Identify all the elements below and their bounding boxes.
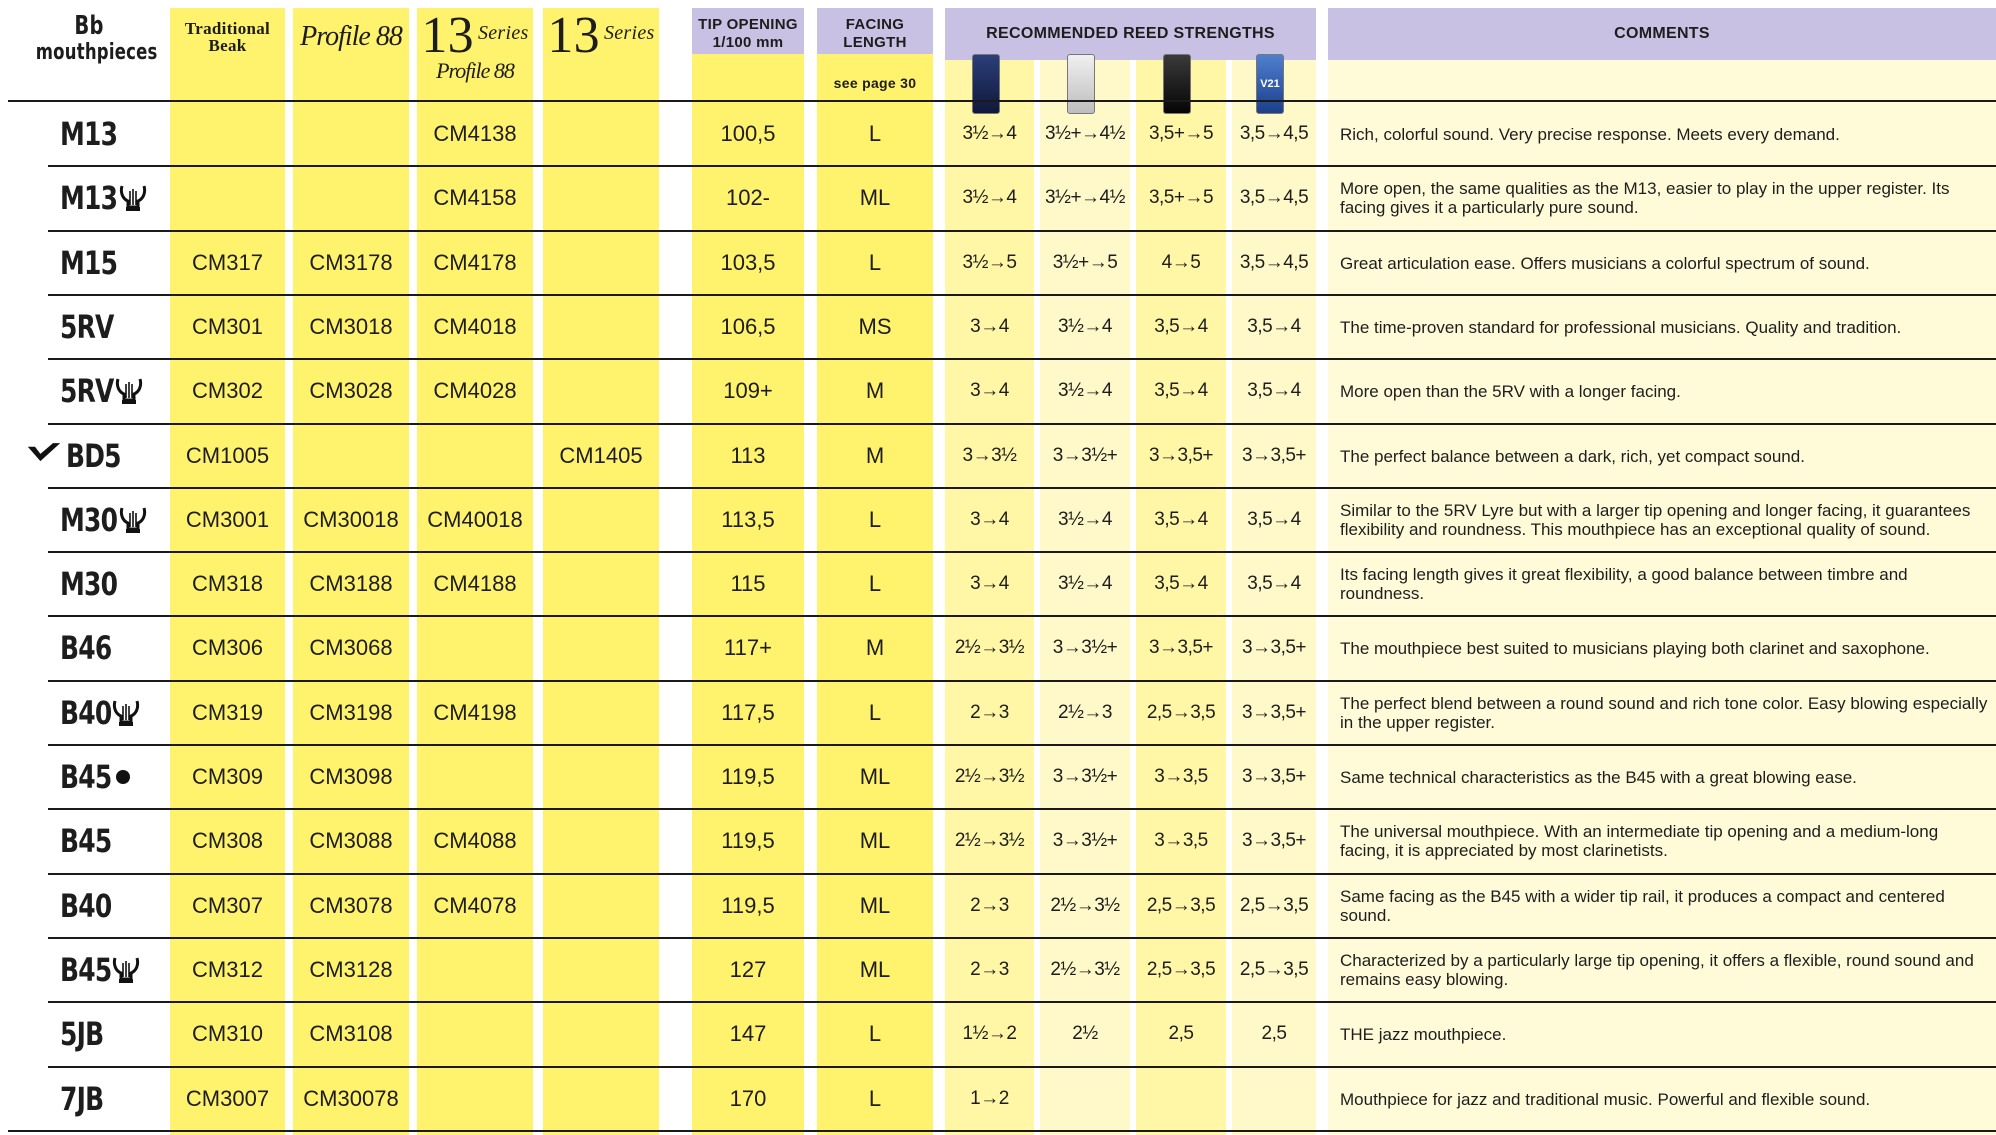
cell-r2: 3→3½+: [1052, 766, 1118, 787]
cell-facing: M: [865, 443, 885, 468]
cell-trad: CM1005: [185, 443, 270, 468]
cell-facing: L: [868, 571, 882, 596]
cell-comment: More open, the same qualities as the M13, easier to play in the upper register. Its facing gives it a particularly pure sound.: [1340, 179, 1950, 217]
cell-r4: 3,5→4,5: [1239, 252, 1309, 273]
cell-r2: 3½→4: [1058, 380, 1112, 401]
mouthpiece-name: M13: [60, 179, 118, 217]
mouthpiece-name-cell: [60, 295, 170, 359]
header-13series-profile88: 13 Series: [421, 7, 529, 64]
cell-s13: [543, 166, 659, 230]
lyre-icon: [112, 955, 140, 985]
cell-r2: 3½+→5: [1052, 252, 1118, 273]
cell-r1: 2½→3½: [954, 766, 1025, 787]
cell-s13: [543, 488, 659, 552]
mouthpiece-name: BD5: [66, 437, 121, 475]
cell-r4: 3,5→4: [1247, 316, 1301, 337]
cell-p88: CM3028: [309, 378, 393, 403]
mouthpiece-name: M30: [60, 565, 118, 603]
header-mouthpieces-sub: mouthpieces: [35, 40, 158, 65]
cell-r4: 3→3,5+: [1241, 445, 1307, 466]
cell-s13p: CM4138: [433, 121, 517, 146]
mouthpiece-name: M13: [60, 115, 118, 153]
cell-r4: 2,5: [1261, 1023, 1287, 1044]
table-row: [0, 488, 1996, 552]
cell-tip: 147: [729, 1021, 767, 1046]
cell-r3: 4→5: [1161, 252, 1201, 273]
cell-s13p: CM4158: [433, 185, 517, 210]
cell-comment: Rich, colorful sound. Very precise response. Meets every demand.: [1340, 124, 1840, 144]
cell-r2: [1040, 1067, 1130, 1131]
cell-p88: CM3018: [309, 314, 393, 339]
cell-s13: [543, 874, 659, 938]
header-tip-opening: TIP OPENING 1/100 mm: [698, 16, 798, 51]
mouthpiece-name: B45: [60, 758, 112, 796]
header-mouthpieces: Bb: [74, 11, 104, 41]
cell-facing: ML: [859, 828, 891, 853]
cell-trad: CM307: [192, 893, 263, 918]
cell-s13p: [417, 616, 533, 680]
cell-p88: CM3088: [309, 828, 393, 853]
cell-r2: 2½: [1072, 1023, 1098, 1044]
cell-r4: 2,5→3,5: [1239, 895, 1309, 916]
mouthpiece-name: 5RV: [60, 308, 114, 346]
lyre-icon: [119, 183, 147, 213]
cell-tip: 119,5: [721, 764, 775, 789]
cell-r1: 1½→2: [962, 1023, 1017, 1044]
table-row: [0, 166, 1996, 230]
cell-r3: 3,5→4: [1154, 316, 1208, 337]
cell-trad: CM301: [192, 314, 263, 339]
cell-r3: 3,5→4: [1154, 573, 1208, 594]
cell-facing: L: [868, 700, 882, 725]
mouthpiece-name-cell: [26, 424, 136, 488]
cell-trad: [170, 166, 285, 230]
mouthpiece-name: M30: [60, 501, 118, 539]
lyre-icon: [115, 376, 143, 406]
table-row: [0, 681, 1996, 745]
cell-r4: 3→3,5+: [1241, 702, 1307, 723]
mouthpiece-name: B45: [60, 822, 112, 860]
cell-r3: 2,5→3,5: [1146, 959, 1216, 980]
mouthpiece-name-cell: [60, 552, 170, 616]
cell-r2: 3½+→4½: [1045, 187, 1125, 208]
header-profile88: Profile 88: [300, 21, 402, 52]
cell-r4: 3,5→4,5: [1239, 187, 1309, 208]
cell-p88: CM30018: [303, 507, 399, 532]
cell-s13: [543, 681, 659, 745]
cell-r4: 3→3,5+: [1241, 637, 1307, 658]
mouthpiece-name-cell: [60, 231, 170, 295]
cell-tip: 170: [729, 1086, 767, 1111]
cell-facing: ML: [859, 185, 891, 210]
cell-r3: 2,5: [1168, 1023, 1194, 1044]
cell-r2: 2½→3: [1058, 702, 1112, 723]
cell-tip: 119,5: [721, 893, 775, 918]
lyre-icon: [119, 505, 147, 535]
cell-r3: 3→3,5+: [1148, 445, 1214, 466]
cell-s13: [543, 1067, 659, 1131]
table-row: [0, 295, 1996, 359]
cell-tip: 113: [730, 443, 766, 468]
cell-p88: CM3178: [309, 250, 393, 275]
cell-comment: The mouthpiece best suited to musicians playing both clarinet and saxophone.: [1340, 638, 1930, 658]
mouthpiece-name: B45: [60, 951, 112, 989]
cell-facing: M: [865, 378, 885, 403]
cell-comment: The perfect balance between a dark, rich, yet compact sound.: [1340, 446, 1805, 466]
cell-s13: [543, 231, 659, 295]
cell-r3: 3→3,5: [1154, 766, 1208, 787]
cell-r3: 2,5→3,5: [1146, 702, 1216, 723]
cell-r3: 3,5→4: [1154, 380, 1208, 401]
cell-s13: [543, 102, 659, 166]
table-row: [0, 809, 1996, 873]
cell-s13: [543, 809, 659, 873]
cell-p88: CM3078: [309, 893, 393, 918]
cell-comment: Same technical characteristics as the B45 with a great blowing ease.: [1340, 767, 1857, 787]
cell-trad: CM317: [192, 250, 263, 275]
cell-comment: The time-proven standard for professional musicians. Quality and tradition.: [1340, 317, 1902, 337]
cell-trad: CM309: [192, 764, 263, 789]
cell-r2: 2½→3½: [1050, 959, 1120, 980]
cell-r3: 3,5+→5: [1148, 187, 1214, 208]
header-see-page: see page 30: [833, 75, 917, 91]
table-row: [0, 359, 1996, 423]
cell-r1: 2½→3½: [954, 637, 1025, 658]
cell-s13p: [417, 1002, 533, 1066]
cell-r2: 3½→4: [1058, 316, 1112, 337]
cell-r1: 3→3½: [962, 445, 1017, 466]
mouthpiece-name-cell: [60, 1002, 170, 1066]
cell-trad: CM3007: [185, 1086, 270, 1111]
cell-tip: 102-: [725, 185, 771, 210]
cell-s13: [543, 359, 659, 423]
cell-r3: 3→3,5+: [1148, 637, 1214, 658]
cell-s13: [543, 552, 659, 616]
cell-facing: MS: [858, 314, 892, 339]
cell-r1: 3→4: [970, 509, 1009, 530]
cell-r3: 3→3,5: [1154, 830, 1208, 851]
cell-s13p: [417, 745, 533, 809]
cell-trad: CM306: [192, 635, 263, 660]
dot-icon: [116, 770, 130, 784]
mouthpiece-name-cell: [60, 809, 170, 873]
table-row: [0, 424, 1996, 488]
cell-comment: THE jazz mouthpiece.: [1340, 1024, 1507, 1044]
cell-s13p: CM4178: [433, 250, 517, 275]
cell-p88: CM3198: [309, 700, 393, 725]
cell-r3: 3,5→4: [1154, 509, 1208, 530]
cell-s13p: CM4018: [433, 314, 517, 339]
cell-s13p: [417, 1067, 533, 1131]
table-row: [0, 1002, 1996, 1066]
table-row: [0, 102, 1996, 166]
cell-r2: 3½→4: [1058, 573, 1112, 594]
cell-p88: CM3108: [309, 1021, 393, 1046]
table-row: [0, 616, 1996, 680]
cell-r4: 3,5→4: [1247, 573, 1301, 594]
header-13series-profile88-sub: Profile 88: [436, 58, 514, 83]
cell-r1: 2½→3½: [954, 830, 1025, 851]
cell-r4: 2,5→3,5: [1239, 959, 1309, 980]
cell-trad: CM319: [192, 700, 263, 725]
mouthpiece-name: 7JB: [60, 1080, 104, 1118]
cell-trad: CM310: [192, 1021, 263, 1046]
cell-p88: CM30078: [303, 1086, 399, 1111]
cell-r4: [1232, 1067, 1316, 1131]
cell-r1: 3½→4: [962, 123, 1017, 144]
mouthpiece-name-cell: [60, 616, 170, 680]
cell-tip: 119,5: [721, 828, 775, 853]
cell-facing: L: [868, 250, 882, 275]
cell-tip: 117,5: [721, 700, 775, 725]
cell-r4: 3,5→4,5: [1239, 123, 1309, 144]
mouthpiece-name-cell: [60, 938, 170, 1002]
cell-trad: [170, 102, 285, 166]
mouthpiece-name: 5JB: [60, 1015, 104, 1053]
cell-r1: 1→2: [970, 1088, 1009, 1109]
header-comments: COMMENTS: [1614, 25, 1710, 42]
cell-r2: 3½+→4½: [1045, 123, 1125, 144]
cell-comment: Mouthpiece for jazz and traditional music. Powerful and flexible sound.: [1340, 1089, 1871, 1109]
cell-tip: 109+: [723, 378, 773, 403]
cell-r1: 3→4: [970, 380, 1009, 401]
cell-p88: CM3128: [309, 957, 393, 982]
mouthpiece-name-cell: [60, 359, 170, 423]
cell-r1: 3½→4: [962, 187, 1017, 208]
cell-s13: [543, 938, 659, 1002]
cell-comment: The perfect blend between a round sound and rich tone color. Easy blowing especially in the upper register.: [1340, 694, 1988, 732]
mouthpiece-name-cell: [60, 1067, 170, 1131]
cell-s13: [543, 745, 659, 809]
cell-s13p: CM4198: [433, 700, 517, 725]
cell-r4: 3,5→4: [1247, 509, 1301, 530]
cell-s13: [543, 295, 659, 359]
table-row: [0, 552, 1996, 616]
cell-s13p: CM4188: [433, 571, 517, 596]
cell-s13: CM1405: [559, 443, 643, 468]
cell-trad: CM308: [192, 828, 263, 853]
reed-box-v21-icon: V21: [1256, 54, 1284, 114]
cell-s13p: CM4078: [433, 893, 517, 918]
cell-r3: 3,5+→5: [1148, 123, 1214, 144]
cell-s13: [543, 1002, 659, 1066]
cell-tip: 106,5: [720, 314, 776, 339]
mouthpiece-name-cell: [60, 681, 170, 745]
table-row: [0, 231, 1996, 295]
cell-tip: 117+: [724, 635, 772, 660]
cell-r1: 3→4: [970, 316, 1009, 337]
cell-p88: CM3098: [309, 764, 393, 789]
cell-r2: 3½→4: [1058, 509, 1112, 530]
cell-r2: 3→3½+: [1052, 637, 1118, 658]
cell-r2: 2½→3½: [1050, 895, 1120, 916]
cell-r2: 3→3½+: [1052, 445, 1118, 466]
header-facing-length: FACING LENGTH: [843, 16, 907, 51]
cell-s13p: CM40018: [427, 507, 523, 532]
cell-s13p: CM4028: [433, 378, 517, 403]
cell-r2: 3→3½+: [1052, 830, 1118, 851]
cell-comment: Great articulation ease. Offers musicians a colorful spectrum of sound.: [1340, 253, 1870, 273]
cell-facing: ML: [859, 957, 891, 982]
header-reed-strengths: RECOMMENDED REED STRENGTHS: [986, 25, 1275, 42]
cell-tip: 100,5: [720, 121, 776, 146]
cell-s13p: [417, 424, 533, 488]
header-13series: 13 Series: [547, 7, 655, 64]
mouthpiece-name-cell: [60, 874, 170, 938]
cell-r1: 2→3: [970, 702, 1009, 723]
cell-trad: CM3001: [185, 507, 270, 532]
cell-p88: CM3068: [309, 635, 393, 660]
mouthpiece-name-cell: [60, 488, 170, 552]
mouthpiece-name-cell: [60, 745, 170, 809]
lyre-icon: [112, 698, 140, 728]
cell-facing: L: [868, 507, 882, 532]
table-row: [0, 874, 1996, 938]
cell-comment: Its facing length gives it great flexibility, a good balance between timbre and roundness.: [1340, 565, 1908, 603]
cell-facing: ML: [859, 893, 891, 918]
cell-comment: Similar to the 5RV Lyre but with a larger tip opening and longer facing, it guarantees flexibility and roundness. This mouthpiece has an exceptional quality of sound.: [1340, 501, 1971, 539]
table-row: [0, 938, 1996, 1002]
cell-trad: CM318: [192, 571, 263, 596]
mouthpiece-name: 5RV: [60, 372, 114, 410]
mouthpiece-name: M15: [60, 244, 118, 282]
cell-r4: 3→3,5+: [1241, 830, 1307, 851]
cell-tip: 113,5: [721, 507, 775, 532]
cell-r3: 2,5→3,5: [1146, 895, 1216, 916]
cell-comment: Characterized by a particularly large tip opening, it offers a flexible, round sound and remains easy blowing.: [1340, 951, 1974, 989]
cell-r1: 2→3: [970, 895, 1009, 916]
cell-facing: ML: [859, 764, 891, 789]
cell-r1: 3→4: [970, 573, 1009, 594]
cell-r3: [1136, 1067, 1226, 1131]
cell-p88: [293, 424, 409, 488]
cell-s13p: [417, 938, 533, 1002]
mouthpiece-name: B40: [60, 694, 112, 732]
cell-p88: CM3188: [309, 571, 393, 596]
cell-r4: 3,5→4: [1247, 380, 1301, 401]
cell-trad: CM312: [192, 957, 263, 982]
cell-r4: 3→3,5+: [1241, 766, 1307, 787]
cell-facing: L: [868, 121, 882, 146]
row-divider: [8, 1130, 1996, 1132]
header-traditional-beak: Traditional Beak: [184, 19, 271, 55]
cell-tip: 103,5: [720, 250, 776, 275]
cell-tip: 115: [730, 571, 766, 596]
mouthpiece-name-cell: [60, 166, 170, 230]
cell-comment: The universal mouthpiece. With an intermediate tip opening and a medium-long facing, it is appreciated by most clarinetists.: [1340, 822, 1939, 860]
cell-comment: Same facing as the B45 with a wider tip rail, it produces a compact and centered sound.: [1340, 887, 1945, 925]
cell-trad: CM302: [192, 378, 263, 403]
table-row: [0, 745, 1996, 809]
table-row: [0, 1067, 1996, 1131]
mouthpiece-name: B40: [60, 887, 112, 925]
cell-facing: M: [865, 635, 885, 660]
cell-p88: [293, 102, 409, 166]
cell-r1: 2→3: [970, 959, 1009, 980]
cell-facing: L: [868, 1086, 882, 1111]
cell-s13: [543, 616, 659, 680]
cell-p88: [293, 166, 409, 230]
cell-comment: More open than the 5RV with a longer facing.: [1340, 381, 1681, 401]
cell-facing: L: [868, 1021, 882, 1046]
bd-mark-icon: [26, 441, 62, 471]
mouthpiece-name-cell: [60, 102, 170, 166]
cell-tip: 127: [729, 957, 767, 982]
cell-r1: 3½→5: [962, 252, 1017, 273]
cell-s13p: CM4088: [433, 828, 517, 853]
mouthpiece-name: B46: [60, 629, 112, 667]
